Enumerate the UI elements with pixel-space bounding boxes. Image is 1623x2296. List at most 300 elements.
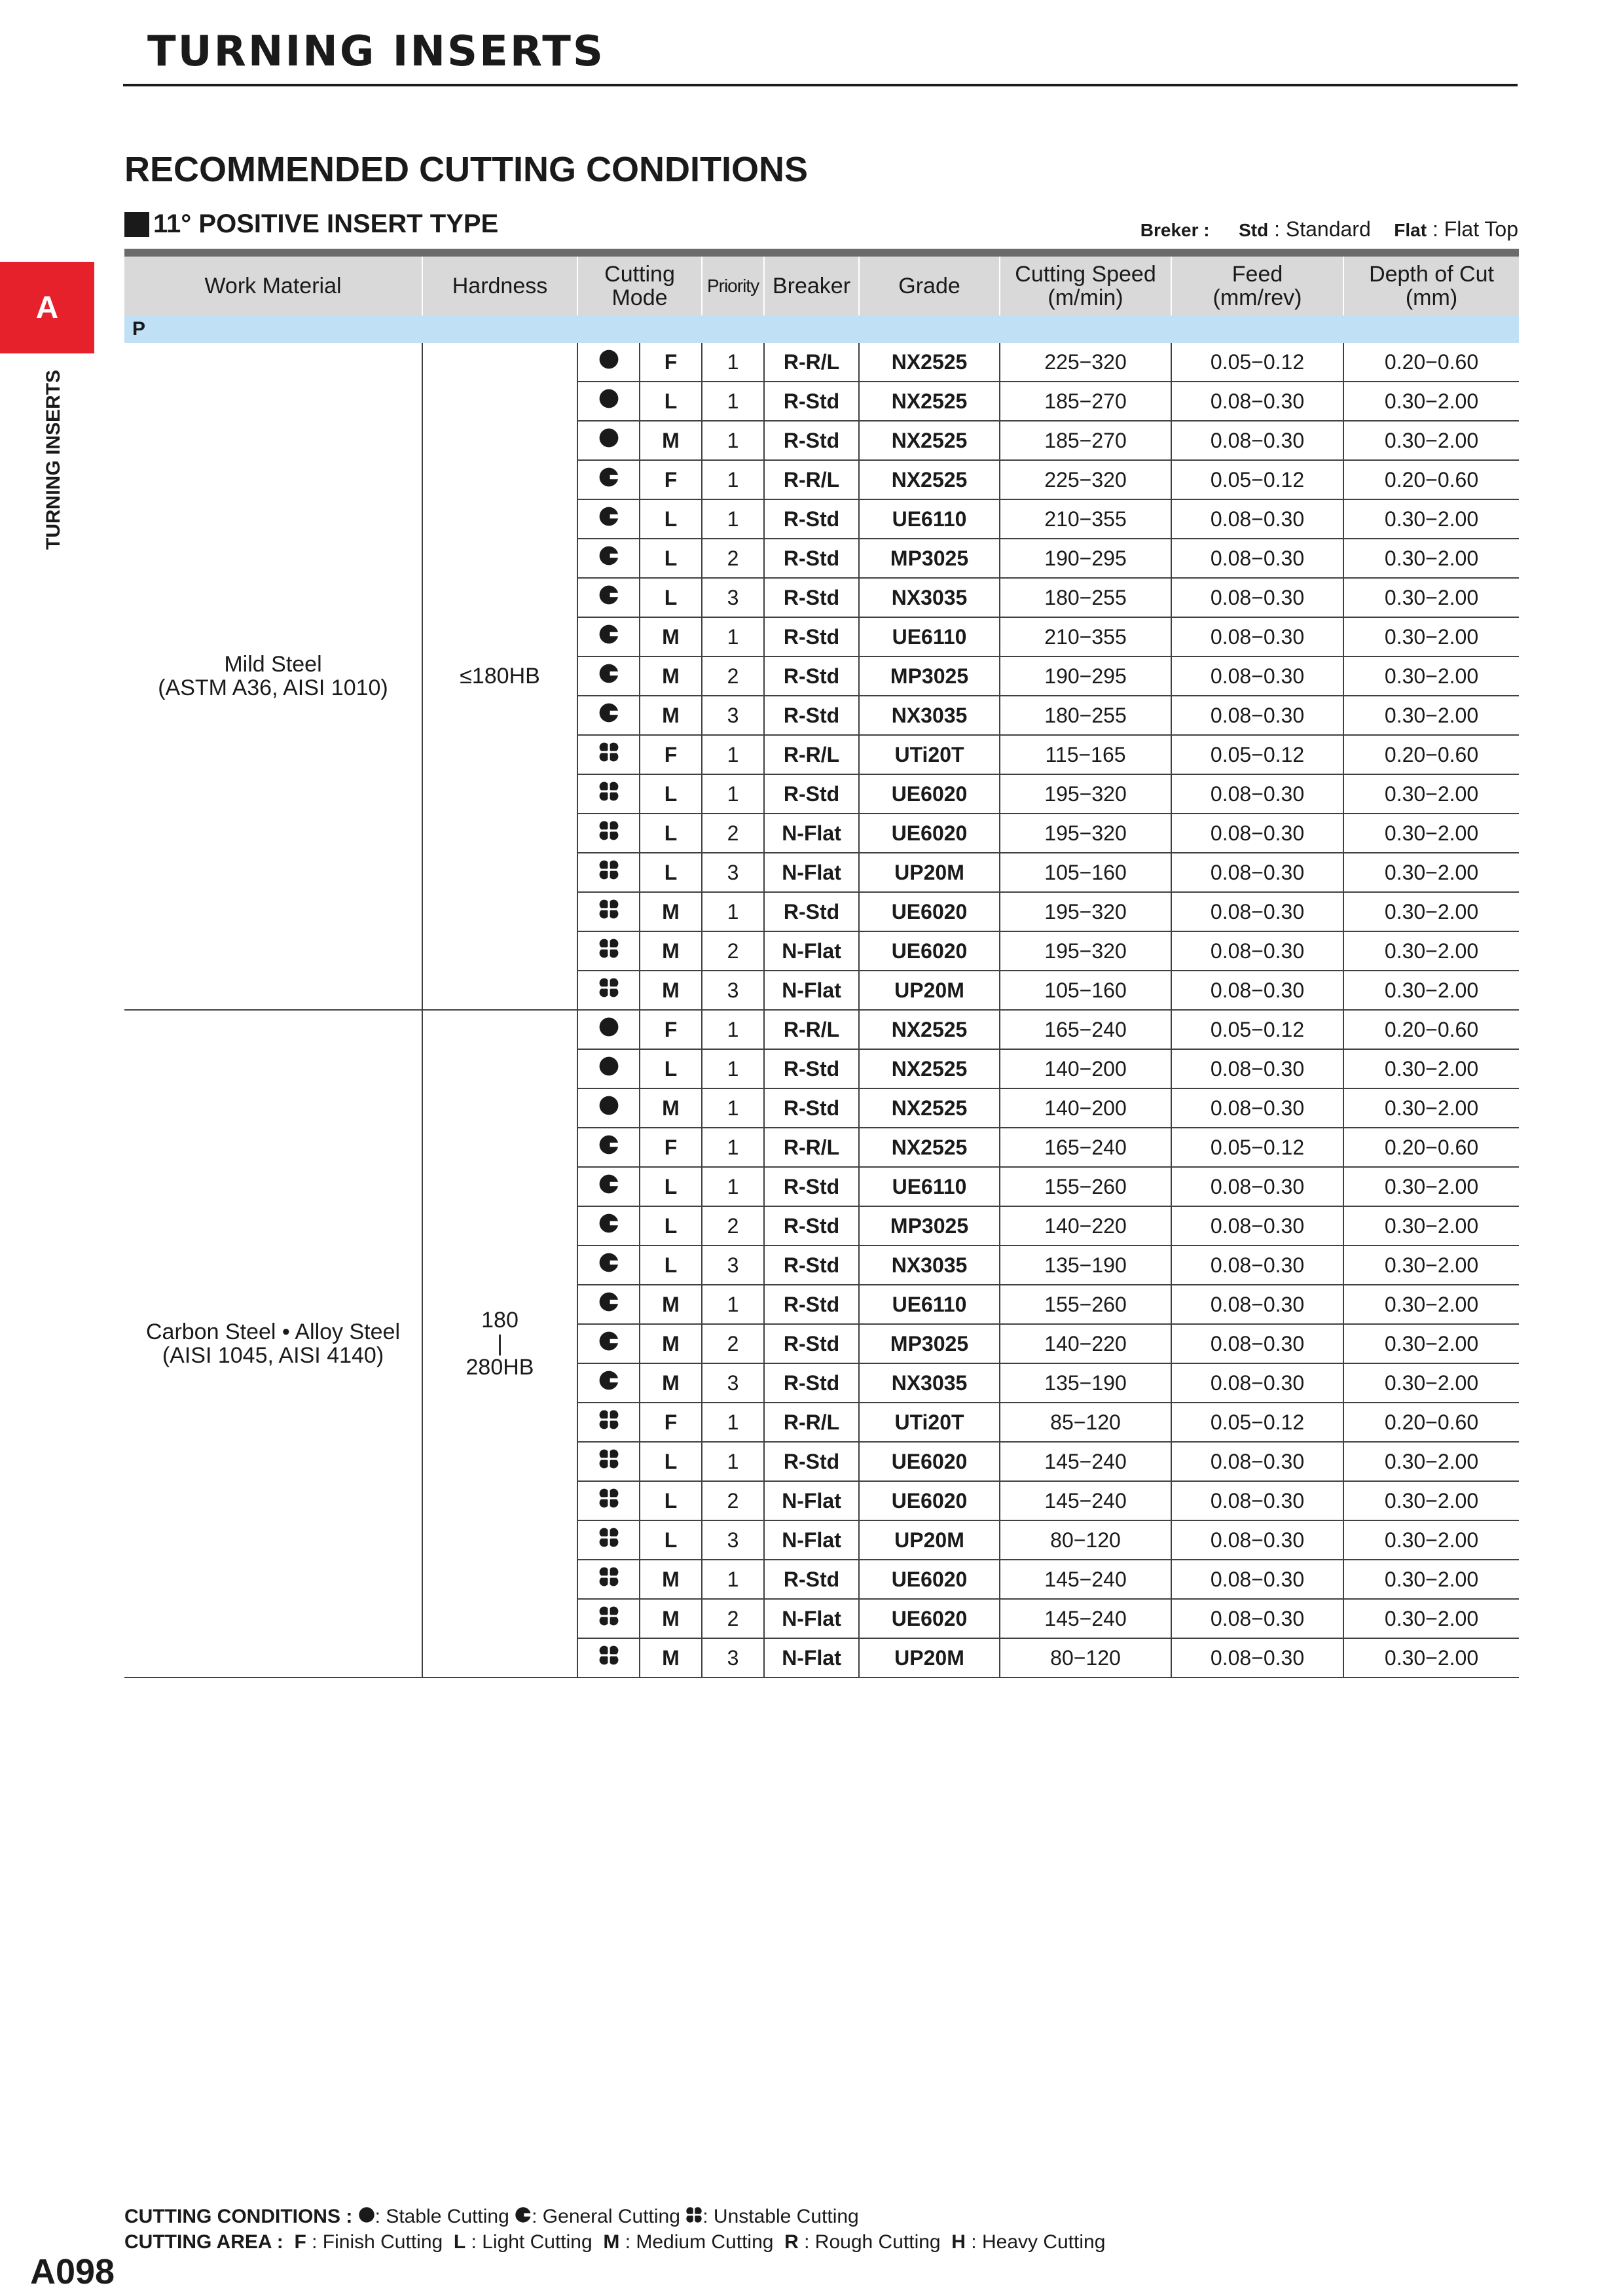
grade-cell: NX3035	[859, 578, 1000, 617]
grade-cell: NX2525	[859, 1010, 1000, 1049]
breaker-cell: R-Std	[764, 1206, 859, 1246]
cutting-area-cell: L	[640, 1049, 702, 1088]
header-depth-line1: Depth of Cut	[1369, 262, 1494, 287]
grade-cell: NX3035	[859, 1363, 1000, 1403]
c-shape-icon	[515, 2205, 532, 2230]
material-name: Carbon Steel • Alloy Steel	[145, 1319, 400, 1344]
footer-area-r-text: : Rough Cutting	[804, 2231, 941, 2253]
hardness-value: 180	[481, 1308, 519, 1333]
hardness-upper: 280HB	[465, 1355, 534, 1380]
table-header-row	[124, 253, 1519, 315]
c-shape-icon	[598, 1213, 619, 1239]
grade-cell: UE6020	[859, 1560, 1000, 1599]
header-breaker: Breaker	[764, 253, 859, 315]
cutting-area-cell: M	[640, 696, 702, 735]
grade-cell: UE6020	[859, 1481, 1000, 1520]
cutting-speed-cell: 140−220	[1000, 1206, 1171, 1246]
clover-icon	[598, 938, 619, 964]
priority-cell: 2	[702, 1206, 764, 1246]
grade-cell: UE6110	[859, 1167, 1000, 1206]
cutting-area-cell: M	[640, 421, 702, 460]
depth-cell: 0.30−2.00	[1343, 539, 1519, 578]
breaker-std-text: : Standard	[1274, 217, 1371, 241]
priority-cell: 3	[702, 1363, 764, 1403]
filled-circle-icon	[598, 1095, 619, 1121]
cutting-area-cell: M	[640, 656, 702, 696]
cutting-area-cell: L	[640, 1520, 702, 1560]
cutting-speed-cell: 185−270	[1000, 421, 1171, 460]
cutting-speed-cell: 140−200	[1000, 1049, 1171, 1088]
priority-cell: 1	[702, 1088, 764, 1128]
feed-cell: 0.08−0.30	[1171, 656, 1343, 696]
footer-unstable-text: : Unstable Cutting	[702, 2206, 859, 2227]
c-shape-icon	[598, 584, 619, 611]
breaker-cell: R-R/L	[764, 1403, 859, 1442]
cutting-speed-cell: 80−120	[1000, 1520, 1171, 1560]
c-shape-icon	[598, 663, 619, 689]
feed-cell: 0.08−0.30	[1171, 931, 1343, 971]
clover-icon	[598, 859, 619, 886]
feed-cell: 0.08−0.30	[1171, 1206, 1343, 1246]
cutting-condition-cell	[577, 1246, 640, 1285]
cutting-area-cell: L	[640, 539, 702, 578]
hardness-cell	[422, 1010, 577, 1677]
cutting-area-cell: M	[640, 1638, 702, 1677]
breaker-cell: R-Std	[764, 1285, 859, 1324]
footer-area-h: H	[951, 2231, 966, 2253]
grade-cell: UE6020	[859, 774, 1000, 814]
cutting-speed-cell: 195−320	[1000, 814, 1171, 853]
priority-cell: 3	[702, 1638, 764, 1677]
cutting-condition-cell	[577, 1403, 640, 1442]
work-material-cell	[124, 343, 422, 1010]
grade-cell: MP3025	[859, 1324, 1000, 1363]
cutting-speed-cell: 115−165	[1000, 735, 1171, 774]
depth-cell: 0.30−2.00	[1343, 1324, 1519, 1363]
feed-cell: 0.05−0.12	[1171, 343, 1343, 382]
feed-cell: 0.08−0.30	[1171, 382, 1343, 421]
header-grade: Grade	[859, 253, 1000, 315]
grade-cell: UE6020	[859, 814, 1000, 853]
cutting-area-cell: L	[640, 1206, 702, 1246]
cutting-speed-cell: 155−260	[1000, 1167, 1171, 1206]
grade-cell: NX2525	[859, 1128, 1000, 1167]
clover-icon	[598, 1645, 619, 1671]
square-bullet-icon	[124, 212, 149, 237]
footer-area-line	[124, 2230, 1105, 2255]
priority-cell: 1	[702, 343, 764, 382]
cutting-speed-cell: 185−270	[1000, 382, 1171, 421]
depth-cell: 0.30−2.00	[1343, 892, 1519, 931]
breaker-cell: R-Std	[764, 421, 859, 460]
cutting-condition-cell	[577, 892, 640, 931]
feed-cell: 0.08−0.30	[1171, 539, 1343, 578]
breaker-cell: N-Flat	[764, 1481, 859, 1520]
c-shape-icon	[598, 624, 619, 650]
cutting-condition-cell	[577, 1324, 640, 1363]
hardness-cell	[422, 343, 577, 1010]
cutting-condition-cell	[577, 814, 640, 853]
feed-cell: 0.05−0.12	[1171, 1403, 1343, 1442]
c-shape-icon	[598, 1370, 619, 1396]
cutting-condition-cell	[577, 1088, 640, 1128]
priority-cell: 1	[702, 1167, 764, 1206]
grade-cell: NX2525	[859, 1049, 1000, 1088]
cutting-speed-cell: 105−160	[1000, 853, 1171, 892]
priority-cell: 2	[702, 1599, 764, 1638]
grade-cell: NX3035	[859, 1246, 1000, 1285]
footer-area-r: R	[784, 2231, 799, 2253]
priority-cell: 2	[702, 814, 764, 853]
breaker-cell: N-Flat	[764, 853, 859, 892]
footer-area-m-text: : Medium Cutting	[625, 2231, 774, 2253]
header-speed-line1: Cutting Speed	[1015, 262, 1156, 287]
feed-cell: 0.05−0.12	[1171, 1010, 1343, 1049]
breaker-flat-text: : Flat Top	[1432, 217, 1518, 241]
cutting-area-cell: M	[640, 931, 702, 971]
footer-area-label: CUTTING AREA :	[124, 2231, 283, 2253]
cutting-condition-cell	[577, 1167, 640, 1206]
feed-cell: 0.08−0.30	[1171, 1638, 1343, 1677]
table-row	[124, 343, 1519, 382]
breaker-cell: R-Std	[764, 696, 859, 735]
feed-cell: 0.08−0.30	[1171, 1560, 1343, 1599]
footer-area-l: L	[453, 2231, 466, 2253]
priority-cell: 3	[702, 853, 764, 892]
c-shape-icon	[598, 1134, 619, 1160]
cutting-area-cell: M	[640, 1088, 702, 1128]
feed-cell: 0.08−0.30	[1171, 814, 1343, 853]
clover-icon	[598, 1566, 619, 1592]
cutting-speed-cell: 80−120	[1000, 1638, 1171, 1677]
filled-circle-icon	[598, 1016, 619, 1043]
feed-cell: 0.08−0.30	[1171, 853, 1343, 892]
cutting-area-cell: F	[640, 1403, 702, 1442]
cutting-condition-cell	[577, 656, 640, 696]
priority-cell: 1	[702, 1285, 764, 1324]
c-shape-icon	[598, 702, 619, 728]
feed-cell: 0.08−0.30	[1171, 1285, 1343, 1324]
cutting-speed-cell: 225−320	[1000, 343, 1171, 382]
breaker-cell: R-R/L	[764, 343, 859, 382]
cutting-area-cell: L	[640, 1167, 702, 1206]
feed-cell: 0.08−0.30	[1171, 578, 1343, 617]
cutting-condition-cell	[577, 421, 640, 460]
breaker-cell: R-Std	[764, 1167, 859, 1206]
clover-icon	[598, 1605, 619, 1632]
breaker-cell: N-Flat	[764, 1638, 859, 1677]
cutting-condition-cell	[577, 1638, 640, 1677]
grade-cell: UP20M	[859, 971, 1000, 1010]
grade-cell: NX2525	[859, 421, 1000, 460]
feed-cell: 0.08−0.30	[1171, 1481, 1343, 1520]
cutting-condition-cell	[577, 1363, 640, 1403]
priority-cell: 1	[702, 499, 764, 539]
section-tab-label: TURNING INSERTS	[43, 369, 64, 550]
cutting-area-cell: F	[640, 1128, 702, 1167]
footer-legend	[124, 2204, 1105, 2255]
depth-cell: 0.30−2.00	[1343, 617, 1519, 656]
cutting-condition-cell	[577, 1206, 640, 1246]
table-body	[124, 343, 1519, 1677]
cutting-speed-cell: 140−220	[1000, 1324, 1171, 1363]
cutting-condition-cell	[577, 1010, 640, 1049]
feed-cell: 0.05−0.12	[1171, 460, 1343, 499]
cutting-condition-cell	[577, 578, 640, 617]
breaker-legend	[1140, 217, 1518, 242]
depth-cell: 0.30−2.00	[1343, 1285, 1519, 1324]
cutting-condition-cell	[577, 931, 640, 971]
grade-cell: UP20M	[859, 853, 1000, 892]
cutting-speed-cell: 140−200	[1000, 1088, 1171, 1128]
grade-cell: UP20M	[859, 1520, 1000, 1560]
feed-cell: 0.08−0.30	[1171, 1088, 1343, 1128]
section-tab[interactable]: A	[0, 262, 94, 353]
cutting-condition-cell	[577, 696, 640, 735]
title-divider	[123, 84, 1518, 86]
feed-cell: 0.05−0.12	[1171, 1128, 1343, 1167]
priority-cell: 3	[702, 971, 764, 1010]
cutting-condition-cell	[577, 1285, 640, 1324]
grade-cell: NX2525	[859, 343, 1000, 382]
clover-icon	[598, 1448, 619, 1475]
breaker-cell: R-Std	[764, 499, 859, 539]
cutting-speed-cell: 165−240	[1000, 1010, 1171, 1049]
priority-cell: 1	[702, 1010, 764, 1049]
depth-cell: 0.30−2.00	[1343, 1481, 1519, 1520]
breaker-cell: N-Flat	[764, 971, 859, 1010]
cutting-area-cell: M	[640, 617, 702, 656]
cutting-condition-cell	[577, 971, 640, 1010]
c-shape-icon	[598, 1174, 619, 1200]
priority-cell: 2	[702, 1481, 764, 1520]
cutting-speed-cell: 190−295	[1000, 656, 1171, 696]
depth-cell: 0.30−2.00	[1343, 1246, 1519, 1285]
feed-cell: 0.08−0.30	[1171, 1599, 1343, 1638]
grade-cell: UE6020	[859, 1442, 1000, 1481]
depth-cell: 0.20−0.60	[1343, 1010, 1519, 1049]
grade-cell: UE6020	[859, 892, 1000, 931]
work-material-cell	[124, 1010, 422, 1677]
priority-cell: 3	[702, 1246, 764, 1285]
page-number: A098	[30, 2252, 115, 2291]
priority-cell: 3	[702, 696, 764, 735]
clover-icon	[685, 2205, 702, 2230]
cutting-area-cell: F	[640, 1010, 702, 1049]
priority-cell: 1	[702, 460, 764, 499]
depth-cell: 0.30−2.00	[1343, 1088, 1519, 1128]
priority-cell: 1	[702, 735, 764, 774]
cutting-condition-cell	[577, 735, 640, 774]
cutting-condition-cell	[577, 1520, 640, 1560]
cutting-area-cell: M	[640, 971, 702, 1010]
priority-cell: 3	[702, 578, 764, 617]
depth-cell: 0.30−2.00	[1343, 1363, 1519, 1403]
cutting-speed-cell: 180−255	[1000, 578, 1171, 617]
header-hardness: Hardness	[422, 253, 577, 315]
depth-cell: 0.30−2.00	[1343, 421, 1519, 460]
depth-cell: 0.30−2.00	[1343, 656, 1519, 696]
grade-cell: MP3025	[859, 1206, 1000, 1246]
depth-cell: 0.30−2.00	[1343, 382, 1519, 421]
breaker-cell: R-R/L	[764, 1128, 859, 1167]
feed-cell: 0.05−0.12	[1171, 735, 1343, 774]
feed-cell: 0.08−0.30	[1171, 1324, 1343, 1363]
header-feed-line1: Feed	[1231, 262, 1283, 287]
c-shape-icon	[598, 1331, 619, 1357]
grade-cell: NX3035	[859, 696, 1000, 735]
header-cutting-speed	[1000, 253, 1171, 315]
cutting-speed-cell: 195−320	[1000, 774, 1171, 814]
breaker-cell: R-Std	[764, 1088, 859, 1128]
feed-cell: 0.08−0.30	[1171, 617, 1343, 656]
depth-cell: 0.20−0.60	[1343, 735, 1519, 774]
cutting-area-cell: L	[640, 774, 702, 814]
breaker-cell: R-Std	[764, 382, 859, 421]
clover-icon	[598, 899, 619, 925]
breaker-cell: N-Flat	[764, 931, 859, 971]
depth-cell: 0.30−2.00	[1343, 1638, 1519, 1677]
grade-cell: NX2525	[859, 1088, 1000, 1128]
depth-cell: 0.30−2.00	[1343, 1599, 1519, 1638]
priority-cell: 3	[702, 1520, 764, 1560]
cutting-condition-cell	[577, 460, 640, 499]
breaker-cell: R-Std	[764, 1049, 859, 1088]
grade-cell: UTi20T	[859, 1403, 1000, 1442]
subtitle: RECOMMENDED CUTTING CONDITIONS	[124, 150, 808, 189]
grade-cell: UE6020	[859, 1599, 1000, 1638]
depth-cell: 0.30−2.00	[1343, 814, 1519, 853]
priority-cell: 1	[702, 1442, 764, 1481]
cutting-condition-cell	[577, 1049, 640, 1088]
clover-icon	[598, 1527, 619, 1553]
priority-cell: 1	[702, 1049, 764, 1088]
grade-cell: UE6110	[859, 1285, 1000, 1324]
cutting-condition-cell	[577, 1481, 640, 1520]
cutting-speed-cell: 195−320	[1000, 931, 1171, 971]
clover-icon	[598, 1488, 619, 1514]
priority-cell: 1	[702, 774, 764, 814]
header-feed-line2: (mm/rev)	[1213, 285, 1302, 310]
feed-cell: 0.08−0.30	[1171, 1442, 1343, 1481]
header-cutting-mode	[577, 253, 702, 315]
breaker-legend-prefix: Breker :	[1140, 220, 1210, 240]
cutting-area-cell: L	[640, 853, 702, 892]
priority-cell: 1	[702, 1128, 764, 1167]
feed-cell: 0.08−0.30	[1171, 1363, 1343, 1403]
grade-cell: UE6110	[859, 499, 1000, 539]
filled-circle-icon	[598, 427, 619, 454]
cutting-condition-cell	[577, 1560, 640, 1599]
feed-cell: 0.08−0.30	[1171, 696, 1343, 735]
feed-cell: 0.08−0.30	[1171, 774, 1343, 814]
material-name: Mild Steel	[224, 652, 322, 677]
feed-cell: 0.08−0.30	[1171, 892, 1343, 931]
priority-cell: 1	[702, 1560, 764, 1599]
cutting-speed-cell: 145−240	[1000, 1481, 1171, 1520]
cutting-area-cell: L	[640, 1481, 702, 1520]
breaker-cell: R-Std	[764, 1246, 859, 1285]
depth-cell: 0.30−2.00	[1343, 971, 1519, 1010]
cutting-area-cell: M	[640, 1324, 702, 1363]
table-row	[124, 1010, 1519, 1049]
category-row	[124, 315, 1519, 343]
c-shape-icon	[598, 1291, 619, 1318]
priority-cell: 2	[702, 539, 764, 578]
grade-cell: UTi20T	[859, 735, 1000, 774]
grade-cell: NX2525	[859, 460, 1000, 499]
depth-cell: 0.30−2.00	[1343, 1167, 1519, 1206]
feed-cell: 0.08−0.30	[1171, 499, 1343, 539]
hardness-value: ≤180HB	[460, 664, 540, 689]
hardness-range-mark: |	[497, 1331, 503, 1356]
cutting-area-cell: F	[640, 343, 702, 382]
header-depth	[1343, 253, 1519, 315]
material-standard: (ASTM A36, AISI 1010)	[158, 675, 388, 700]
cutting-area-cell: L	[640, 382, 702, 421]
cutting-condition-cell	[577, 1442, 640, 1481]
cutting-area-cell: M	[640, 1560, 702, 1599]
breaker-cell: R-R/L	[764, 735, 859, 774]
breaker-cell: R-Std	[764, 1560, 859, 1599]
cutting-area-cell: M	[640, 1599, 702, 1638]
cutting-area-cell: F	[640, 735, 702, 774]
cutting-speed-cell: 145−240	[1000, 1442, 1171, 1481]
feed-cell: 0.08−0.30	[1171, 1049, 1343, 1088]
cutting-condition-cell	[577, 617, 640, 656]
depth-cell: 0.30−2.00	[1343, 853, 1519, 892]
category-label: P	[124, 315, 1519, 343]
breaker-cell: R-Std	[764, 578, 859, 617]
clover-icon	[598, 781, 619, 807]
cutting-condition-cell	[577, 1128, 640, 1167]
grade-cell: MP3025	[859, 539, 1000, 578]
breaker-cell: R-Std	[764, 1363, 859, 1403]
depth-cell: 0.30−2.00	[1343, 499, 1519, 539]
header-work-material: Work Material	[124, 253, 422, 315]
c-shape-icon	[598, 467, 619, 493]
header-depth-line2: (mm)	[1405, 285, 1458, 310]
feed-cell: 0.08−0.30	[1171, 1167, 1343, 1206]
cutting-condition-cell	[577, 774, 640, 814]
feed-cell: 0.08−0.30	[1171, 421, 1343, 460]
priority-cell: 1	[702, 421, 764, 460]
footer-conditions-label: CUTTING CONDITIONS :	[124, 2206, 353, 2227]
breaker-cell: N-Flat	[764, 1520, 859, 1560]
footer-general-text: : General Cutting	[532, 2206, 680, 2227]
c-shape-icon	[598, 1252, 619, 1278]
breaker-std-code: Std	[1239, 220, 1269, 240]
depth-cell: 0.30−2.00	[1343, 1560, 1519, 1599]
breaker-cell: R-Std	[764, 539, 859, 578]
depth-cell: 0.30−2.00	[1343, 578, 1519, 617]
footer-area-h-text: : Heavy Cutting	[971, 2231, 1106, 2253]
cutting-area-cell: M	[640, 892, 702, 931]
filled-circle-icon	[598, 1056, 619, 1082]
cutting-condition-cell	[577, 382, 640, 421]
grade-cell: NX2525	[859, 382, 1000, 421]
priority-cell: 2	[702, 1324, 764, 1363]
depth-cell: 0.30−2.00	[1343, 1049, 1519, 1088]
cutting-speed-cell: 180−255	[1000, 696, 1171, 735]
cutting-area-cell: L	[640, 1442, 702, 1481]
grade-cell: MP3025	[859, 656, 1000, 696]
depth-cell: 0.20−0.60	[1343, 460, 1519, 499]
depth-cell: 0.30−2.00	[1343, 774, 1519, 814]
footer-stable-text: : Stable Cutting	[374, 2206, 509, 2227]
breaker-cell: R-Std	[764, 1442, 859, 1481]
header-priority: Priority	[702, 253, 764, 315]
